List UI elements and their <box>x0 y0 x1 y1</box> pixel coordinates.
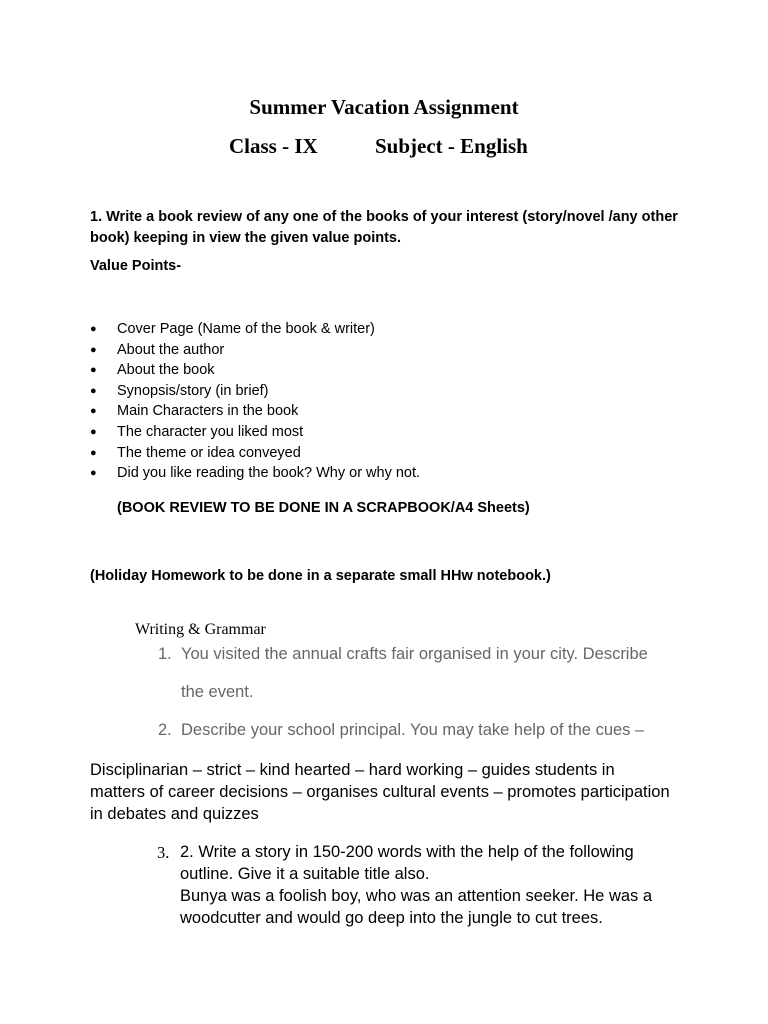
list-item: ● Cover Page (Name of the book & writer) <box>90 319 420 340</box>
story-block <box>180 841 690 929</box>
list-item: ● Main Characters in the book <box>90 401 420 422</box>
homework-note: (Holiday Homework to be done in a separate small HHw notebook.) <box>90 568 551 584</box>
value-points-list <box>90 319 420 484</box>
bullet-icon: ● <box>90 364 97 377</box>
value-points-heading: Value Points- <box>90 258 182 274</box>
bullet-icon: ● <box>90 384 97 397</box>
question-1-text: 1. Write a book review of any one of the books of your interest (story/novel /any other book) keeping in view the given value points. <box>90 209 678 246</box>
item-1-number: 1. <box>158 645 172 663</box>
list-item: ● Synopsis/story (in brief) <box>90 381 420 402</box>
story-outline: Bunya was a foolish boy, who was an attention seeker. He was a woodcutter and would go deep into the jungle to cut trees. <box>180 887 653 927</box>
bullet-icon: ● <box>90 446 97 459</box>
bullet-icon: ● <box>90 425 97 438</box>
item-1-line-2: the event. <box>181 683 254 701</box>
bullet-icon: ● <box>90 467 97 480</box>
bullet-icon: ● <box>90 323 97 335</box>
bullet-icon: ● <box>90 405 97 418</box>
page-title: Summer Vacation Assignment <box>249 95 519 119</box>
subject-label: Subject - English <box>375 134 528 158</box>
list-item: ● Did you like reading the book? Why or why not. <box>90 463 420 484</box>
item-1-line-1: You visited the annual crafts fair organised in your city. Describe <box>181 645 648 663</box>
bullet-icon: ● <box>90 343 97 356</box>
section-heading: Writing & Grammar <box>135 621 266 638</box>
story-instruction: 2. Write a story in 150-200 words with the help of the following outline. Give it a suitable title also. <box>180 843 634 883</box>
list-item: ● About the book <box>90 360 420 381</box>
list-item: ● About the author <box>90 340 420 361</box>
list-item: ● The character you liked most <box>90 422 420 443</box>
item-3-number: 3. <box>157 843 170 862</box>
item-2-number: 2. <box>158 721 172 739</box>
principal-cues: Disciplinarian – strict – kind hearted – hard working – guides students in matters of career decisions – organises cultural events – promotes participation in debates and quizzes <box>90 761 670 823</box>
class-label: Class - IX <box>229 134 318 158</box>
item-2-line-1: Describe your school principal. You may take help of the cues – <box>181 721 645 739</box>
list-item: ● The theme or idea conveyed <box>90 443 420 464</box>
scrapbook-note: (BOOK REVIEW TO BE DONE IN A SCRAPBOOK/A4 Sheets) <box>117 500 530 516</box>
